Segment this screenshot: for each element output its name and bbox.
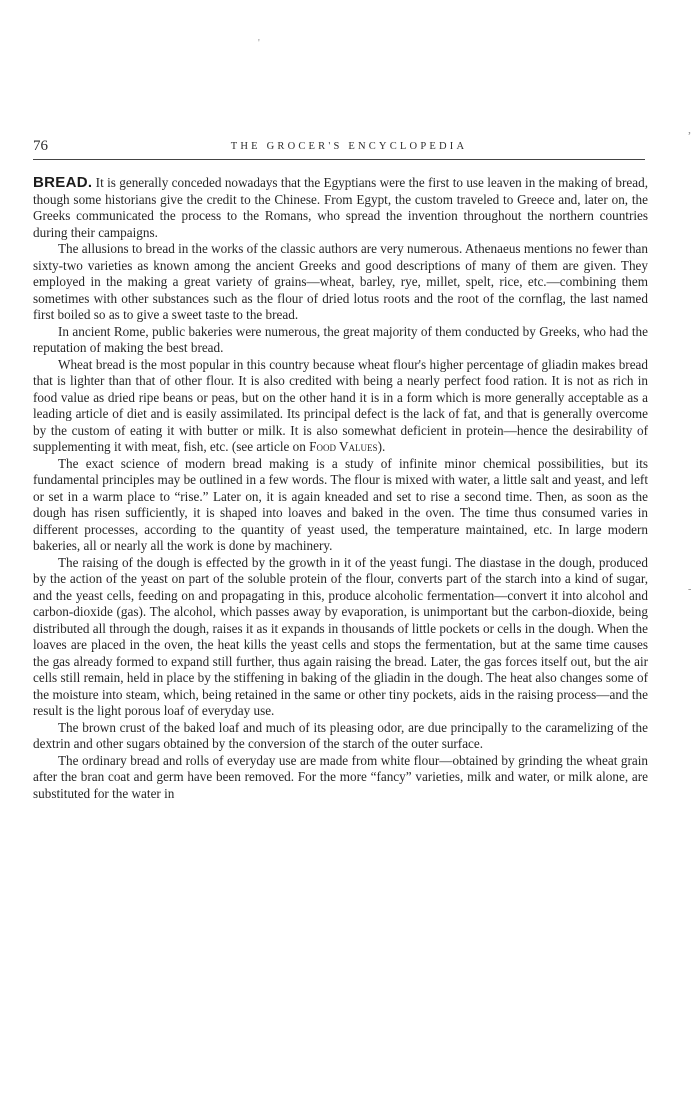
paragraph-4-text: Wheat bread is the most popular in this country because wheat flour's higher percentage of gliadin makes bread that is lighter than that of other flour. It is also credited with being a nearly perfect food ration. It is not as rich in food value as dried ripe beans or peas, but on the other hand it is in a form which is more generally acceptable as a leading article of diet and is easily assimilated. Its principal defect is the lack of fat, and that is generally overcome by the custom of eating it with butter or milk. It is also somewhat deficient in protein—hence the desirability of supplementing it with meat, fish, etc. (see article on bbox=[33, 356, 648, 454]
paragraph-7: The brown crust of the baked loaf and much of its pleasing odor, are due principally to the caramelizing of the dextrin and other sugars obtained by the conversion of the starch of the outer surface. bbox=[33, 719, 648, 751]
running-title: THE GROCER'S ENCYCLOPEDIA bbox=[230, 141, 468, 152]
paragraph-4-end: ). bbox=[377, 439, 386, 454]
article-bread bbox=[33, 175, 648, 802]
paragraph-1-text: It is generally conceded nowadays that the Egyptians were the first to use leaven in the making of bread, though some historians give the credit to the Chinese. From Egypt, the custom traveled to Greece and, later on, the Greeks communicated the process to the Romans, who spread the invention throughout the northern countries during their campaigns. bbox=[33, 175, 648, 240]
paragraph-8: The ordinary bread and rolls of everyday use are made from white flour—obtained by grinding the wheat grain after the bran coat and germ have been removed. For the more “fancy” varieties, milk and water, or milk alone, are substituted for the water in bbox=[33, 752, 648, 801]
page-number: 76 bbox=[33, 138, 48, 154]
paragraph-5: The exact science of modern bread making is a study of infinite minor chemical possibilities, but its fundamental principles may be outlined in a few words. The flour is mixed with water, a little salt and yeast, and left or set in a warm place to “rise.” Later on, it is again kneaded and set to rise a second time. Then, as soon as the dough has risen sufficiently, it is shaped into loaves and baked in the oven. The time thus consumed varies in different processes, according to the quantity of yeast used, the temperature maintained, etc. In large modern bakeries, all or nearly all the work is done by machinery. bbox=[33, 455, 648, 553]
paragraph-2: The allusions to bread in the works of the classic authors are very numerous. Athenaeus mentions no fewer than sixty-two varieties as known among the ancient Greeks and good descriptions of many of them are given. They employed in the making a great variety of grains—wheat, barley, rye, millet, spelt, rice, etc.—combining them sometimes with other substances such as the flour of dried lotus roots and the root of the cornflag, the last named first boiled so as to give a sweet taste to the bread. bbox=[33, 241, 648, 322]
paragraph-6: The raising of the dough is effected by the growth in it of the yeast fungi. The diastase in the dough, produced by the action of the yeast on part of the soluble protein of the flour, converts part of the starch into a kind of sugar, and the yeast cells, feeding on and propagating in this, produce alcoholic fermentation—convert it into alcohol and carbon-dioxide (gas). The alcohol, which passes away by evaporation, is unimportant but the carbon-dioxide, being distributed all through the dough, raises it as it expands in thousands of little pockets or cells in the dough. When the loaves are placed in the oven, the heat kills the yeast cells and stops the fermentation, but at the same time causes the gas already formed to expand still further, thus again raising the bread. Later, the gas forces itself out, but the air cells still remain, held in place by the stiffening in baking of the gliadin in the dough. The heat also changes some of the moisture into steam, which, being retained in the same or other tiny pockets, aids in the raising process—and the result is the light porous loaf of everyday use. bbox=[33, 554, 648, 718]
paragraph-1 bbox=[33, 175, 648, 241]
scan-mark-margin: - bbox=[688, 584, 692, 595]
page-header bbox=[33, 138, 645, 158]
scan-mark-top: , bbox=[688, 122, 691, 136]
paragraph-4 bbox=[33, 357, 648, 456]
header-rule bbox=[33, 159, 645, 160]
headword: BREAD. bbox=[33, 174, 93, 191]
cross-reference-food-values: Food Values bbox=[309, 439, 378, 454]
paragraph-3: In ancient Rome, public bakeries were numerous, the great majority of them conducted by Greeks, who had the reputation of making the best bread. bbox=[33, 323, 648, 355]
scan-speck: ' bbox=[258, 38, 260, 49]
